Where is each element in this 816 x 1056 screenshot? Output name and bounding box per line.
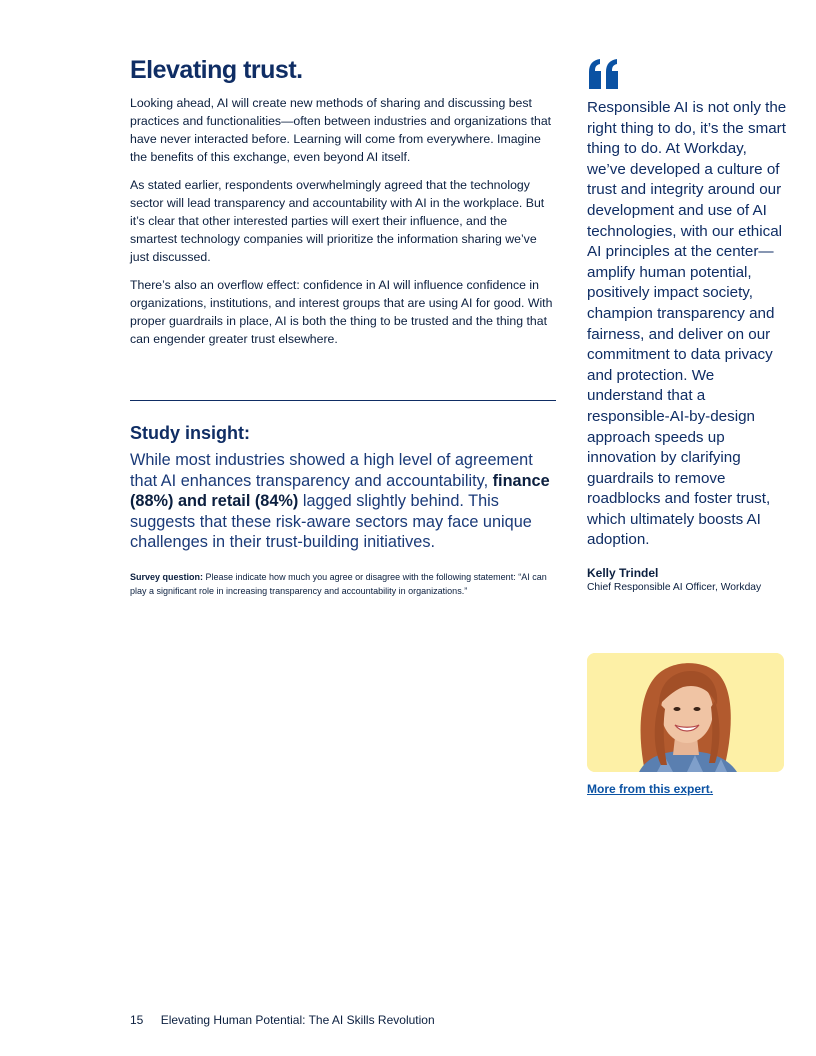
survey-question-text: Please indicate how much you agree or disagree with the following statement: “AI can play a significant role in increasing transparency and accountability in organizations.”: [130, 572, 547, 596]
quote-author-name: Kelly Trindel: [587, 566, 659, 581]
section-title: Elevating trust.: [130, 56, 303, 84]
expert-portrait-image: [587, 653, 784, 772]
main-column: [130, 56, 556, 358]
survey-question-label: Survey question:: [130, 572, 204, 582]
study-insight: [130, 423, 560, 553]
insight-text-highlight: finance (88%) and retail (84%): [130, 471, 550, 511]
body-paragraph-2: As stated earlier, respondents overwhelmingly agreed that the technology sector will lead transparency and accountability with AI in the workplace. But it’s clear that other interested parties will exert their influence, and the smartest technology companies will prioritize the information sharing we’ve just discussed.: [130, 178, 545, 264]
insight-text-start: While most industries showed a high level of agreement that AI enhances transparency and accountability,: [130, 451, 533, 490]
body-paragraph-3: There’s also an overflow effect: confidence in AI will influence confidence in organizations, institutions, and interest groups that are using AI for good. With proper guardrails in place, AI is both the thing to be trusted and the thing that can engender greater trust elsewhere.: [130, 278, 553, 346]
document-title: Elevating Human Potential: The AI Skills Revolution: [160, 1013, 435, 1027]
expert-quote: Responsible AI is not only the right thing to do, it’s the smart thing to do. At Workday, we’ve developed a culture of trust and integrity around our development and use of AI technologies, with our ethical AI principles at the center—amplify human potential, positively impact society, champion transparency and fairness, and deliver on our commitment to data privacy and protection. We understand that a responsible-AI-by-design approach speeds up innovation by clarifying guardrails to remove roadblocks and foster trust, which ultimately boosts AI adoption.: [587, 99, 787, 549]
study-insight-text: [130, 450, 560, 553]
expert-photo: [587, 653, 784, 772]
insight-text-end: lagged slightly behind. This suggests that these risk-aware sectors may face unique challenges in their trust-building initiatives.: [130, 492, 532, 552]
more-from-expert-link[interactable]: More from this expert.: [587, 782, 714, 796]
quote-column: [587, 58, 787, 593]
page-footer: [130, 1013, 435, 1027]
page-number: 15: [130, 1013, 144, 1027]
study-insight-title: Study insight:: [130, 423, 250, 443]
quote-author-title: Chief Responsible AI Officer, Workday: [587, 582, 762, 594]
survey-question: [130, 570, 560, 598]
body-paragraph-1: Looking ahead, AI will create new methods of sharing and discussing best practices and functionalities—often between industries and organizations that have never interacted before. Learning will come from everywhere. Imagine the benefits of this exchange, even beyond AI itself.: [130, 96, 552, 164]
quote-mark-icon: [587, 58, 621, 92]
section-divider: [130, 400, 556, 401]
